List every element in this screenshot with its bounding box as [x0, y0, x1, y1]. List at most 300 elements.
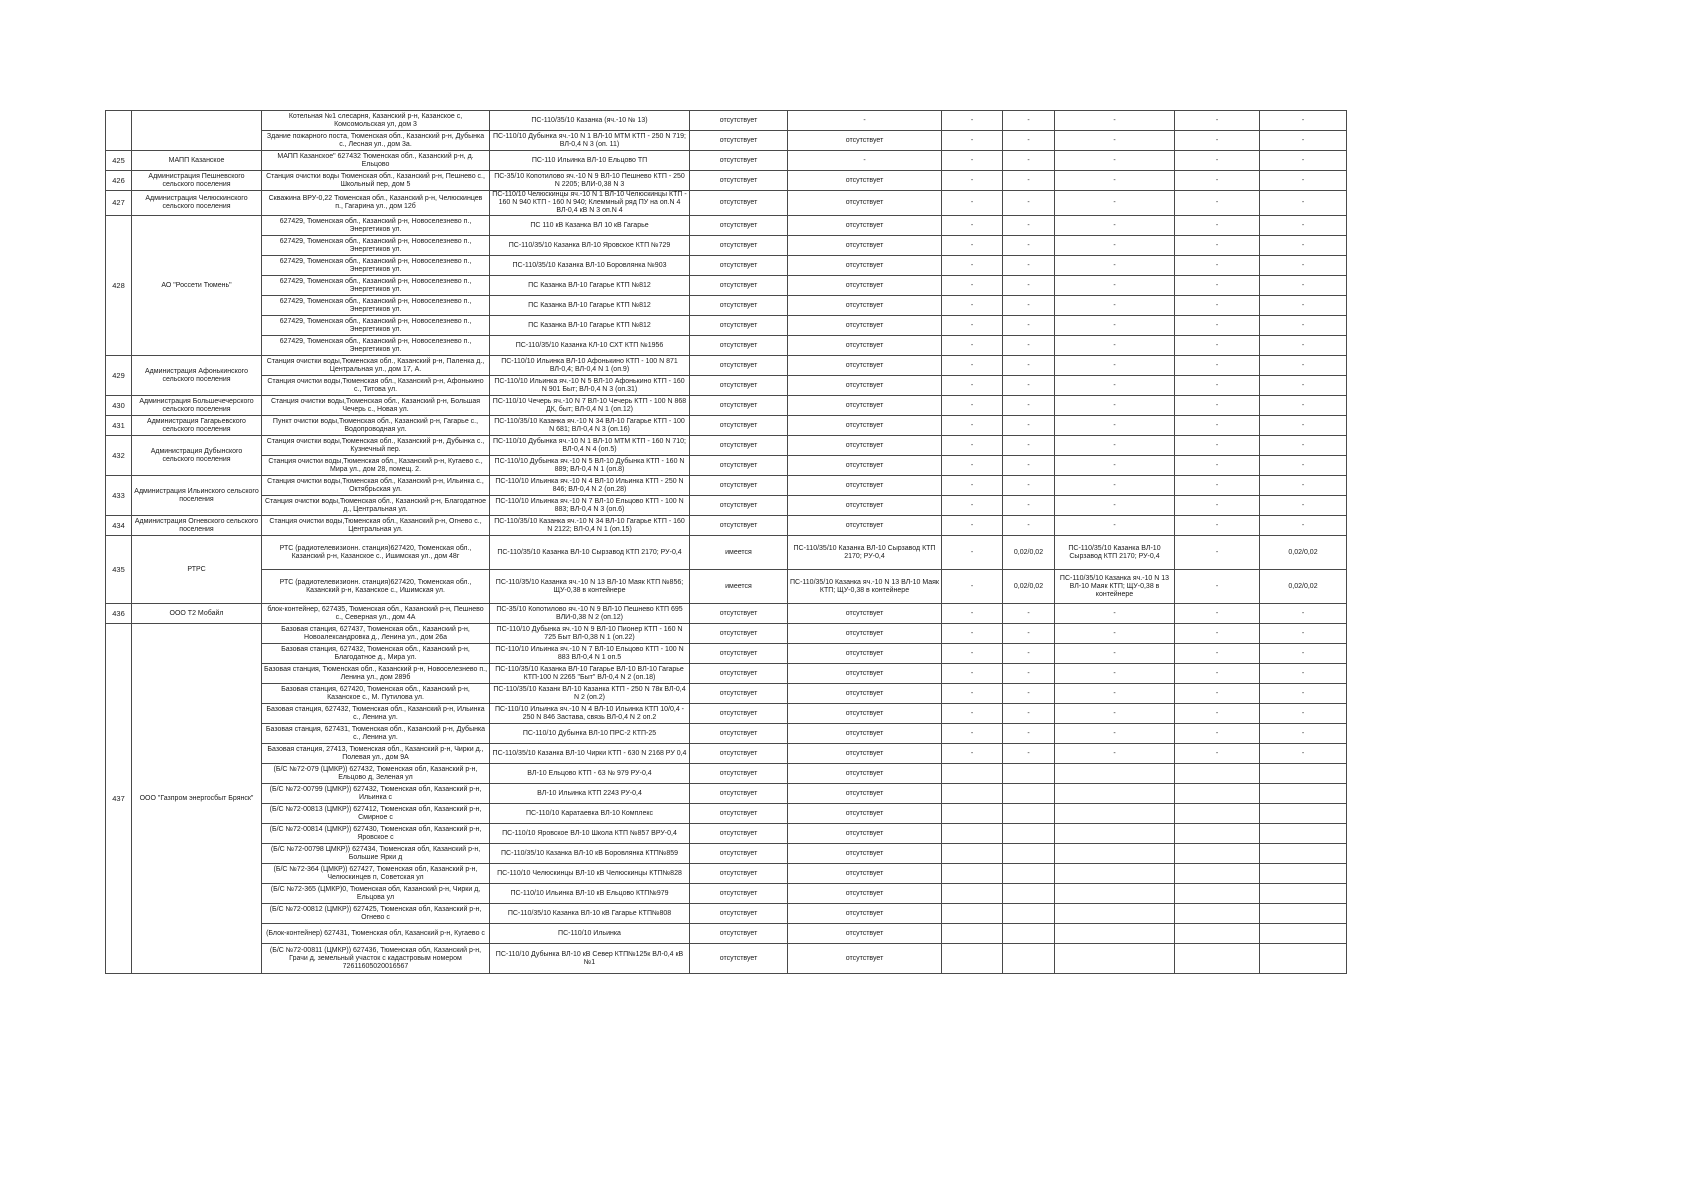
capacity-cell: -: [1003, 336, 1055, 356]
capacity-cell: -: [1260, 336, 1347, 356]
tu-status-cell: имеется: [690, 536, 788, 570]
capacity-cell: [1003, 824, 1055, 844]
source-cell: ПС-110/10 Челюскинцы ВЛ-10 кВ Челюскинцы КТП№828: [490, 864, 690, 884]
row-number-cell: 436: [106, 604, 132, 624]
value-cell: -: [1175, 744, 1260, 764]
object-cell: 627429, Тюменская обл., Казанский р-н, Новоселезнево п., Энергетиков ул.: [262, 256, 490, 276]
capacity-cell: [1260, 924, 1347, 944]
capacity-cell: -: [1260, 604, 1347, 624]
value-cell: [1175, 824, 1260, 844]
object-cell: Станция очистки воды,Тюменская обл., Казанский р-н, Афонькино с., Титова ул.: [262, 376, 490, 396]
object-cell: Базовая станция, 627420, Тюменская обл., Казанский р-н, Казанское с., М. Путилова ул.: [262, 684, 490, 704]
tu-source-cell: отсутствует: [788, 131, 942, 151]
capacity-cell: -: [1003, 704, 1055, 724]
capacity-cell: -: [1003, 476, 1055, 496]
source-cell: ПС Казанка ВЛ-10 Гагарье КТП №812: [490, 296, 690, 316]
object-cell: Станция очистки воды,Тюменская обл., Казанский р-н, Огнево с., Центральная ул.: [262, 516, 490, 536]
source-cell: ВЛ-10 Ильинка КТП 2243 РУ-0,4: [490, 784, 690, 804]
value-cell: -: [1175, 171, 1260, 191]
tu-source-cell: отсутствует: [788, 336, 942, 356]
row-number-cell: 433: [106, 476, 132, 516]
tu-source-cell: отсутствует: [788, 884, 942, 904]
table-row: [106, 456, 1347, 476]
source-cell: ПС-110/10 Ильинка яч.-10 N 7 ВЛ-10 Ельцово КТП - 100 N 883; ВЛ-0,4 N 3 (оп.6): [490, 496, 690, 516]
tu-source-cell: отсутствует: [788, 516, 942, 536]
tu-source-cell: отсутствует: [788, 624, 942, 644]
capacity-cell: 0,02/0,02: [1003, 570, 1055, 604]
source-cell: ПС-110/10 Дубынка яч.-10 N 1 ВЛ-10 МТМ КТП - 160 N 710; ВЛ-0,4 N 4 (оп.5): [490, 436, 690, 456]
table-row: [106, 396, 1347, 416]
table-row: [106, 864, 1347, 884]
capacity-cell: -: [1003, 171, 1055, 191]
organization-cell: ООО "Газпром энергосбыт Брянск": [132, 624, 262, 974]
object-cell: Базовая станция, 627432, Тюменская обл., Казанский р-н, Благодатное д., Мира ул.: [262, 644, 490, 664]
value-cell: -: [942, 111, 1003, 131]
object-cell: (Б/С №72-00813 (ЦМКР)) 627412, Тюменская обл, Казанский р-н, Смирное с: [262, 804, 490, 824]
table-row: [106, 316, 1347, 336]
object-cell: Базовая станция, 627432, Тюменская обл., Казанский р-н, Ильинка с., Ленина ул.: [262, 704, 490, 724]
source-detail-cell: [1055, 824, 1175, 844]
object-cell: 627429, Тюменская обл., Казанский р-н, Новоселезнево п., Энергетиков ул.: [262, 316, 490, 336]
tu-status-cell: отсутствует: [690, 664, 788, 684]
capacity-cell: -: [1260, 396, 1347, 416]
source-cell: ПС-110/10 Дубынка ВЛ-10 кВ Север КТП№125к ВЛ-0,4 кВ №1: [490, 944, 690, 974]
source-cell: ПС-110/35/10 Казанка яч.-10 N 34 ВЛ-10 Гагарье КТП - 160 N 2122; ВЛ-0,4 N 1 (оп.15): [490, 516, 690, 536]
value-cell: -: [942, 356, 1003, 376]
source-cell: ПС-110/10 Ильинка ВЛ-10 кВ Ельцово КТП№979: [490, 884, 690, 904]
source-detail-cell: -: [1055, 356, 1175, 376]
capacity-cell: -: [1003, 664, 1055, 684]
source-cell: ПС-110 Ильинка ВЛ-10 Ельцово ТП: [490, 151, 690, 171]
organization-cell: [132, 111, 262, 151]
source-cell: ПС Казанка ВЛ-10 Гагарье КТП №812: [490, 316, 690, 336]
value-cell: -: [942, 644, 1003, 664]
capacity-cell: -: [1003, 376, 1055, 396]
tu-source-cell: отсутствует: [788, 764, 942, 784]
tu-status-cell: отсутствует: [690, 704, 788, 724]
value-cell: -: [942, 416, 1003, 436]
table-row: [106, 356, 1347, 376]
object-cell: 627429, Тюменская обл., Казанский р-н, Новоселезнево п., Энергетиков ул.: [262, 276, 490, 296]
capacity-cell: [1003, 784, 1055, 804]
tu-source-cell: отсутствует: [788, 664, 942, 684]
source-detail-cell: [1055, 884, 1175, 904]
tu-source-cell: отсутствует: [788, 256, 942, 276]
table-row: [106, 884, 1347, 904]
source-detail-cell: [1055, 904, 1175, 924]
tu-source-cell: отсутствует: [788, 804, 942, 824]
value-cell: -: [942, 604, 1003, 624]
value-cell: [942, 904, 1003, 924]
organization-cell: ООО Т2 Мобайл: [132, 604, 262, 624]
capacity-cell: -: [1003, 604, 1055, 624]
row-number-cell: 429: [106, 356, 132, 396]
capacity-cell: -: [1003, 276, 1055, 296]
value-cell: [1175, 884, 1260, 904]
capacity-cell: [1003, 884, 1055, 904]
tu-source-cell: ПС-110/35/10 Казанка ВЛ-10 Сырзавод КТП 2170; РУ-0,4: [788, 536, 942, 570]
value-cell: -: [942, 216, 1003, 236]
capacity-cell: -: [1260, 296, 1347, 316]
capacity-cell: -: [1260, 276, 1347, 296]
value-cell: -: [942, 436, 1003, 456]
capacity-cell: -: [1003, 416, 1055, 436]
organization-cell: Администрация Гагарьевского сельского поселения: [132, 416, 262, 436]
capacity-cell: -: [1003, 456, 1055, 476]
object-cell: Котельная №1 слесарня, Казанский р-н, Казанское с, Комсомольская ул, дом 3: [262, 111, 490, 131]
capacity-cell: [1260, 824, 1347, 844]
value-cell: -: [1175, 704, 1260, 724]
value-cell: [1175, 784, 1260, 804]
capacity-cell: -: [1260, 216, 1347, 236]
capacity-cell: -: [1260, 416, 1347, 436]
organization-cell: МАПП Казанское: [132, 151, 262, 171]
tu-source-cell: ПС-110/35/10 Казанка яч.-10 N 13 ВЛ-10 Маяк КТП; ЩУ-0,38 в контейнере: [788, 570, 942, 604]
table-row: [106, 236, 1347, 256]
tu-source-cell: отсутствует: [788, 824, 942, 844]
tu-status-cell: отсутствует: [690, 336, 788, 356]
source-cell: ПС-110/35/10 Казанка яч.-10 N 34 ВЛ-10 Гагарье КТП - 100 N 681; ВЛ-0,4 N 3 (оп.16): [490, 416, 690, 436]
capacity-cell: -: [1260, 111, 1347, 131]
tu-status-cell: отсутствует: [690, 884, 788, 904]
source-cell: ПС-35/10 Копотилово яч.-10 N 9 ВЛ-10 Пешнево КТП 695 ВЛИ-0,38 N 2 (оп.12): [490, 604, 690, 624]
value-cell: -: [942, 276, 1003, 296]
object-cell: блок-контейнер, 627435, Тюменская обл., Казанский р-н, Пешнево с., Северная ул., дом 4А: [262, 604, 490, 624]
value-cell: -: [1175, 416, 1260, 436]
capacity-cell: -: [1003, 624, 1055, 644]
capacity-cell: 0,02/0,02: [1260, 536, 1347, 570]
object-cell: Станция очистки воды,Тюменская обл., Казанский р-н, Дубынка с., Кузнечный пер.: [262, 436, 490, 456]
row-number-cell: 428: [106, 216, 132, 356]
source-cell: ПС-110/10 Дубынка ВЛ-10 ПРС-2 КТП-25: [490, 724, 690, 744]
source-detail-cell: -: [1055, 644, 1175, 664]
capacity-cell: [1260, 944, 1347, 974]
source-detail-cell: ПС-110/35/10 Казанка ВЛ-10 Сырзавод КТП 2170; РУ-0,4: [1055, 536, 1175, 570]
tu-status-cell: отсутствует: [690, 476, 788, 496]
capacity-cell: -: [1260, 644, 1347, 664]
tu-status-cell: отсутствует: [690, 784, 788, 804]
value-cell: -: [1175, 216, 1260, 236]
source-cell: ПС-110/10 Ильинка яч.-10 N 4 ВЛ-10 Ильинка КТП - 250 N 846; ВЛ-0,4 N 2 (оп.28): [490, 476, 690, 496]
tu-status-cell: отсутствует: [690, 216, 788, 236]
tu-status-cell: отсутствует: [690, 624, 788, 644]
source-detail-cell: [1055, 844, 1175, 864]
source-detail-cell: -: [1055, 151, 1175, 171]
source-detail-cell: -: [1055, 604, 1175, 624]
source-cell: ПС Казанка ВЛ-10 Гагарье КТП №812: [490, 276, 690, 296]
capacity-cell: -: [1003, 644, 1055, 664]
value-cell: [942, 784, 1003, 804]
source-detail-cell: -: [1055, 436, 1175, 456]
source-cell: ПС-110/35/10 Казанка ВЛ-10 кВ Боровлянка КТП№859: [490, 844, 690, 864]
table-row: [106, 111, 1347, 131]
table-row: [106, 436, 1347, 456]
source-detail-cell: -: [1055, 664, 1175, 684]
tu-status-cell: отсутствует: [690, 844, 788, 864]
value-cell: [942, 944, 1003, 974]
tu-status-cell: отсутствует: [690, 111, 788, 131]
capacity-cell: -: [1003, 684, 1055, 704]
tu-status-cell: отсутствует: [690, 496, 788, 516]
value-cell: -: [942, 171, 1003, 191]
source-detail-cell: -: [1055, 724, 1175, 744]
capacity-cell: -: [1003, 744, 1055, 764]
table-row: [106, 496, 1347, 516]
tu-source-cell: отсутствует: [788, 644, 942, 664]
tu-source-cell: отсутствует: [788, 216, 942, 236]
capacity-cell: [1003, 844, 1055, 864]
tu-status-cell: отсутствует: [690, 456, 788, 476]
object-cell: Здание пожарного поста, Тюменская обл., Казанский р-н, Дубынка с., Лесная ул., дом 3а.: [262, 131, 490, 151]
object-cell: Станция очистки воды Тюменская обл., Казанский р-н, Пешнево с., Школьный пер, дом 5: [262, 171, 490, 191]
table-row: [106, 724, 1347, 744]
tu-status-cell: отсутствует: [690, 356, 788, 376]
object-cell: 627429, Тюменская обл., Казанский р-н, Новоселезнево п., Энергетиков ул.: [262, 336, 490, 356]
row-number-cell: 431: [106, 416, 132, 436]
tu-status-cell: отсутствует: [690, 171, 788, 191]
capacity-cell: -: [1003, 516, 1055, 536]
value-cell: [942, 824, 1003, 844]
value-cell: -: [942, 396, 1003, 416]
source-detail-cell: -: [1055, 624, 1175, 644]
source-cell: ВЛ-10 Ельцово КТП - 63 № 979 РУ-0,4: [490, 764, 690, 784]
tu-source-cell: -: [788, 111, 942, 131]
value-cell: [1175, 924, 1260, 944]
source-detail-cell: -: [1055, 336, 1175, 356]
value-cell: -: [942, 684, 1003, 704]
capacity-cell: -: [1003, 131, 1055, 151]
capacity-cell: -: [1003, 724, 1055, 744]
value-cell: -: [942, 516, 1003, 536]
source-cell: ПС-110/10 Челюскинцы яч.-10 N 1 ВЛ-10 Челюскинцы КТП - 160 N 940 КТП - 160 N 940; Клеммный ряд ПУ на оп.N 4 ВЛ-0,4 кВ N 3 оп.N 4: [490, 191, 690, 216]
organization-cell: Администрация Большечечерского сельского поселения: [132, 396, 262, 416]
value-cell: [1175, 804, 1260, 824]
capacity-cell: -: [1003, 396, 1055, 416]
row-number-cell: 430: [106, 396, 132, 416]
capacity-cell: -: [1003, 296, 1055, 316]
capacity-cell: -: [1260, 256, 1347, 276]
capacity-cell: -: [1260, 151, 1347, 171]
organization-cell: РТРС: [132, 536, 262, 604]
capacity-cell: [1003, 764, 1055, 784]
row-number-cell: [106, 111, 132, 151]
value-cell: -: [1175, 536, 1260, 570]
object-cell: (Б/С №72-00798 ЦМКР)) 627434, Тюменская обл, Казанский р-н, Большие Ярки д: [262, 844, 490, 864]
tu-status-cell: отсутствует: [690, 924, 788, 944]
value-cell: -: [1175, 644, 1260, 664]
value-cell: -: [942, 536, 1003, 570]
object-cell: (Б/С №72-079 (ЦМКР)) 627432, Тюменская обл, Казанский р-н, Ельцово д, Зеленая ул: [262, 764, 490, 784]
tu-source-cell: отсутствует: [788, 604, 942, 624]
object-cell: Базовая станция, 627437, Тюменская обл., Казанский р-н, Новоалександровка д., Ленина ул., дом 26а: [262, 624, 490, 644]
table-row: [106, 151, 1347, 171]
capacity-cell: -: [1260, 191, 1347, 216]
tu-status-cell: отсутствует: [690, 804, 788, 824]
row-number-cell: 432: [106, 436, 132, 476]
source-detail-cell: [1055, 924, 1175, 944]
table-row: [106, 216, 1347, 236]
value-cell: -: [1175, 296, 1260, 316]
document-table: [105, 110, 1347, 974]
value-cell: -: [1175, 256, 1260, 276]
capacity-cell: [1003, 864, 1055, 884]
source-cell: ПС-110/35/10 Казанк ВЛ-10 Казанка КТП - 250 N 78к ВЛ-0,4 N 2 (оп.2): [490, 684, 690, 704]
capacity-cell: -: [1003, 436, 1055, 456]
tu-status-cell: отсутствует: [690, 944, 788, 974]
value-cell: -: [942, 131, 1003, 151]
capacity-cell: -: [1003, 356, 1055, 376]
value-cell: -: [942, 376, 1003, 396]
source-detail-cell: -: [1055, 236, 1175, 256]
capacity-cell: -: [1260, 624, 1347, 644]
source-detail-cell: -: [1055, 476, 1175, 496]
tu-status-cell: отсутствует: [690, 764, 788, 784]
value-cell: -: [1175, 236, 1260, 256]
capacity-cell: -: [1260, 496, 1347, 516]
object-cell: 627429, Тюменская обл., Казанский р-н, Новоселезнево п., Энергетиков ул.: [262, 236, 490, 256]
capacity-cell: [1003, 944, 1055, 974]
object-cell: Станция очистки воды,Тюменская обл., Казанский р-н, Паленка д., Центральная ул., дом 17, А.: [262, 356, 490, 376]
table-row: [106, 336, 1347, 356]
value-cell: [942, 764, 1003, 784]
object-cell: Станция очистки воды,Тюменская обл., Казанский р-н, Большая Чечерь с., Новая ул.: [262, 396, 490, 416]
capacity-cell: -: [1260, 131, 1347, 151]
source-detail-cell: -: [1055, 684, 1175, 704]
source-cell: ПС-110/35/10 Казанка ВЛ-10 Чирки КТП - 630 N 2168 РУ 0,4: [490, 744, 690, 764]
capacity-cell: -: [1003, 316, 1055, 336]
row-number-cell: 425: [106, 151, 132, 171]
capacity-cell: -: [1260, 356, 1347, 376]
row-number-cell: 435: [106, 536, 132, 604]
tu-source-cell: отсутствует: [788, 904, 942, 924]
source-detail-cell: -: [1055, 316, 1175, 336]
capacity-cell: [1260, 844, 1347, 864]
value-cell: -: [1175, 476, 1260, 496]
capacity-cell: -: [1260, 684, 1347, 704]
value-cell: [942, 804, 1003, 824]
row-number-cell: 434: [106, 516, 132, 536]
capacity-cell: [1003, 924, 1055, 944]
source-detail-cell: -: [1055, 704, 1175, 724]
object-cell: Скважина ВРУ-0,22 Тюменская обл., Казанский р-н, Челюскинцев п., Гагарина ул., дом 12б: [262, 191, 490, 216]
source-cell: ПС-110/35/10 Казанка ВЛ-10 Боровлянка №903: [490, 256, 690, 276]
table-row: [106, 536, 1347, 570]
tu-source-cell: отсутствует: [788, 684, 942, 704]
source-detail-cell: -: [1055, 744, 1175, 764]
tu-source-cell: отсутствует: [788, 476, 942, 496]
source-detail-cell: -: [1055, 496, 1175, 516]
capacity-cell: -: [1003, 236, 1055, 256]
value-cell: [1175, 944, 1260, 974]
capacity-cell: -: [1260, 236, 1347, 256]
capacity-cell: -: [1003, 191, 1055, 216]
capacity-cell: [1260, 784, 1347, 804]
source-detail-cell: [1055, 804, 1175, 824]
tu-source-cell: отсутствует: [788, 171, 942, 191]
table-row: [106, 824, 1347, 844]
tu-status-cell: отсутствует: [690, 151, 788, 171]
value-cell: -: [1175, 516, 1260, 536]
value-cell: -: [942, 496, 1003, 516]
source-detail-cell: ПС-110/35/10 Казанка яч.-10 N 13 ВЛ-10 Маяк КТП; ЩУ-0,38 в контейнере: [1055, 570, 1175, 604]
tu-status-cell: имеется: [690, 570, 788, 604]
table-row: [106, 376, 1347, 396]
value-cell: -: [1175, 496, 1260, 516]
source-detail-cell: [1055, 784, 1175, 804]
tu-status-cell: отсутствует: [690, 256, 788, 276]
table-row: [106, 191, 1347, 216]
table-row: [106, 624, 1347, 644]
object-cell: 627429, Тюменская обл., Казанский р-н, Новоселезнево п., Энергетиков ул.: [262, 216, 490, 236]
capacity-cell: -: [1003, 151, 1055, 171]
source-detail-cell: [1055, 944, 1175, 974]
table-row: [106, 684, 1347, 704]
source-cell: ПС-110/35/10 Казанка (яч.-10 № 13): [490, 111, 690, 131]
source-cell: ПС-35/10 Копотилово яч.-10 N 9 ВЛ-10 Пешнево КТП - 250 N 2205; ВЛИ-0,38 N 3: [490, 171, 690, 191]
value-cell: -: [1175, 624, 1260, 644]
value-cell: -: [1175, 604, 1260, 624]
source-detail-cell: -: [1055, 131, 1175, 151]
value-cell: -: [1175, 131, 1260, 151]
source-cell: ПС-110/10 Ильинка: [490, 924, 690, 944]
tu-source-cell: отсутствует: [788, 296, 942, 316]
source-cell: ПС-110/35/10 Казанка ВЛ-10 Яровское КТП №729: [490, 236, 690, 256]
source-cell: ПС-110/10 Ильинка яч.-10 N 7 ВЛ-10 Ельцово КТП - 100 N 883 ВЛ-0,4 N 1 оп.5: [490, 644, 690, 664]
table-row: [106, 476, 1347, 496]
source-cell: ПС-110/35/10 Казанка КЛ-10 СХТ КТП №1956: [490, 336, 690, 356]
value-cell: -: [942, 724, 1003, 744]
organization-cell: Администрация Пешневского сельского поселения: [132, 171, 262, 191]
tu-source-cell: отсутствует: [788, 416, 942, 436]
organization-cell: Администрация Огневского сельского поселения: [132, 516, 262, 536]
source-cell: ПС-110/10 Дубынка яч.-10 N 5 ВЛ-10 Дубынка КТП - 160 N 889; ВЛ-0,4 N 1 (оп.8): [490, 456, 690, 476]
object-cell: (Б/С №72-00799 (ЦМКР)) 627432, Тюменская обл, Казанский р-н, Ильинка с: [262, 784, 490, 804]
capacity-cell: -: [1260, 744, 1347, 764]
value-cell: -: [942, 336, 1003, 356]
table-row: [106, 904, 1347, 924]
tu-source-cell: отсутствует: [788, 704, 942, 724]
source-detail-cell: -: [1055, 456, 1175, 476]
source-cell: ПС-110/35/10 Казанка яч.-10 N 13 ВЛ-10 Маяк КТП №856; ЩУ-0,38 в контейнере: [490, 570, 690, 604]
capacity-cell: [1260, 764, 1347, 784]
table-row: [106, 744, 1347, 764]
object-cell: (Блок-контейнер) 627431, Тюменская обл, Казанский р-н, Кугаево с: [262, 924, 490, 944]
value-cell: -: [1175, 376, 1260, 396]
tu-source-cell: отсутствует: [788, 191, 942, 216]
value-cell: -: [942, 624, 1003, 644]
tu-source-cell: отсутствует: [788, 744, 942, 764]
capacity-cell: [1003, 904, 1055, 924]
value-cell: -: [1175, 724, 1260, 744]
tu-status-cell: отсутствует: [690, 236, 788, 256]
table-row: [106, 844, 1347, 864]
source-cell: ПС-110/10 Ильинка яч.-10 N 5 ВЛ-10 Афонькино КТП - 160 N 901 Быт; ВЛ-0,4 N 3 (оп.31): [490, 376, 690, 396]
row-number-cell: 427: [106, 191, 132, 216]
capacity-cell: -: [1003, 216, 1055, 236]
value-cell: [942, 884, 1003, 904]
source-cell: ПС-110/35/10 Казанка ВЛ-10 Сырзавод КТП 2170; РУ-0,4: [490, 536, 690, 570]
organization-cell: Администрация Ильинского сельского поселения: [132, 476, 262, 516]
source-detail-cell: -: [1055, 416, 1175, 436]
value-cell: -: [942, 744, 1003, 764]
value-cell: -: [1175, 456, 1260, 476]
capacity-cell: 0,02/0,02: [1260, 570, 1347, 604]
source-detail-cell: -: [1055, 396, 1175, 416]
capacity-cell: [1260, 864, 1347, 884]
capacity-cell: -: [1260, 476, 1347, 496]
capacity-cell: -: [1260, 516, 1347, 536]
value-cell: [1175, 844, 1260, 864]
